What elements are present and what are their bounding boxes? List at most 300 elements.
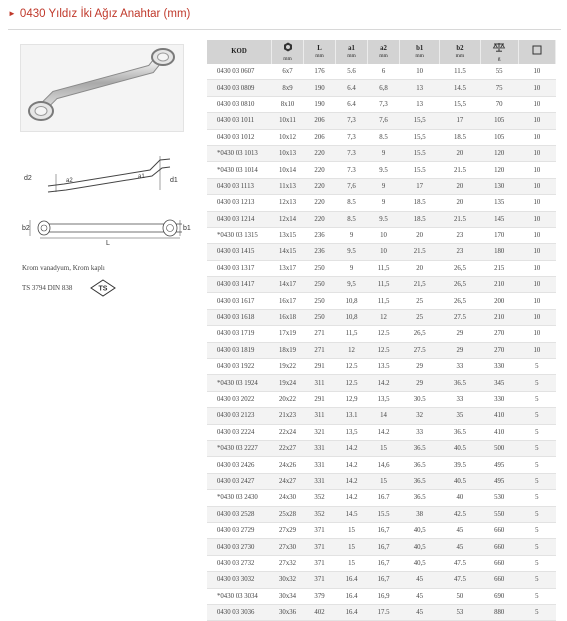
spec-table <box>207 40 556 621</box>
table-cell: 20x22 <box>272 391 304 407</box>
table-cell: 10 <box>518 211 555 227</box>
label-a1: a1 <box>138 174 145 180</box>
table-cell: 220 <box>304 162 336 178</box>
table-cell: 135 <box>480 195 518 211</box>
table-cell: 14.5 <box>336 506 368 522</box>
table-cell: 10 <box>518 162 555 178</box>
table-cell: 13,5 <box>368 391 400 407</box>
product-code-cell: *0430 03 3034 <box>207 588 272 604</box>
tse-logo <box>90 279 116 297</box>
table-cell: 15 <box>336 522 368 538</box>
table-cell: 10 <box>518 80 555 96</box>
table-cell: 27.5 <box>400 342 440 358</box>
table-cell: 38 <box>400 506 440 522</box>
column-header-1 <box>272 40 304 64</box>
table-cell: 5 <box>518 588 555 604</box>
table-cell: 26,5 <box>440 293 480 309</box>
table-cell: 215 <box>480 260 518 276</box>
product-code-cell: 0430 03 1417 <box>207 277 272 293</box>
table-cell: 16,7 <box>368 522 400 538</box>
table-cell: 210 <box>480 277 518 293</box>
table-cell: 29 <box>440 342 480 358</box>
table-cell: 206 <box>304 113 336 129</box>
column-header-6 <box>440 40 480 64</box>
table-row <box>207 277 556 293</box>
table-cell: 23 <box>440 227 480 243</box>
table-cell: 22x27 <box>272 440 304 456</box>
table-cell: 9 <box>368 178 400 194</box>
table-cell: 15.5 <box>400 145 440 161</box>
table-cell: 20 <box>440 145 480 161</box>
label-L: L <box>106 240 110 247</box>
table-cell: 36.5 <box>400 473 440 489</box>
product-code-cell: 0430 03 1213 <box>207 195 272 211</box>
table-cell: 271 <box>304 326 336 342</box>
label-d1: d1 <box>170 177 178 184</box>
weight-scale-icon <box>481 42 518 56</box>
product-code-cell: *0430 03 2430 <box>207 490 272 506</box>
table-cell: 17 <box>440 113 480 129</box>
table-cell: 10 <box>518 195 555 211</box>
page-title <box>8 8 190 20</box>
table-cell: 7.3 <box>336 162 368 178</box>
table-cell: 11x13 <box>272 178 304 194</box>
column-unit: mm <box>315 52 324 59</box>
table-cell: 8.5 <box>336 211 368 227</box>
table-cell: 120 <box>480 145 518 161</box>
table-cell: 10 <box>518 145 555 161</box>
table-cell: 45 <box>400 588 440 604</box>
table-cell: 10x11 <box>272 113 304 129</box>
table-cell: 30.5 <box>400 391 440 407</box>
table-cell: 11.5 <box>440 64 480 80</box>
table-cell: 19x22 <box>272 359 304 375</box>
table-cell: 331 <box>304 473 336 489</box>
table-row <box>207 195 556 211</box>
table-cell: 53 <box>440 604 480 620</box>
table-cell: 10 <box>518 178 555 194</box>
table-cell: 12.5 <box>368 342 400 358</box>
table-cell: 10 <box>518 227 555 243</box>
table-cell: 495 <box>480 457 518 473</box>
table-row <box>207 588 556 604</box>
table-cell: 16,7 <box>368 572 400 588</box>
table-cell: 10 <box>518 260 555 276</box>
table-cell: 45 <box>440 539 480 555</box>
table-cell: 14.2 <box>336 473 368 489</box>
table-cell: 12 <box>336 342 368 358</box>
table-cell: 20 <box>400 260 440 276</box>
table-row <box>207 96 556 112</box>
table-cell: 14 <box>368 408 400 424</box>
table-cell: 660 <box>480 572 518 588</box>
table-cell: 690 <box>480 588 518 604</box>
table-row <box>207 342 556 358</box>
table-cell: 13.5 <box>368 359 400 375</box>
table-cell: 5.6 <box>336 64 368 80</box>
table-cell: 8.5 <box>368 129 400 145</box>
bullet-arrow-icon: ► <box>8 9 16 18</box>
table-row <box>207 260 556 276</box>
label-b1: b1 <box>183 225 191 232</box>
table-cell: 660 <box>480 539 518 555</box>
product-code-cell: 0430 03 3032 <box>207 572 272 588</box>
table-cell: 33 <box>400 424 440 440</box>
table-cell: 250 <box>304 277 336 293</box>
table-cell: 13,5 <box>336 424 368 440</box>
table-cell: 36.5 <box>400 457 440 473</box>
column-label: a2 <box>380 44 387 52</box>
table-cell: 36.5 <box>440 424 480 440</box>
table-cell: 24x26 <box>272 457 304 473</box>
table-cell: 345 <box>480 375 518 391</box>
table-cell: 24x27 <box>272 473 304 489</box>
table-cell: 10 <box>518 342 555 358</box>
table-cell: 105 <box>480 129 518 145</box>
table-cell: 11,5 <box>336 326 368 342</box>
table-cell: 18x19 <box>272 342 304 358</box>
product-code-cell: *0430 03 2227 <box>207 440 272 456</box>
column-unit: g <box>497 55 501 62</box>
table-cell: 11,5 <box>368 277 400 293</box>
table-cell: 27x29 <box>272 522 304 538</box>
product-code-cell: 0430 03 1011 <box>207 113 272 129</box>
table-cell: 311 <box>304 408 336 424</box>
column-header-5 <box>400 40 440 64</box>
table-cell: 16.7 <box>368 490 400 506</box>
table-cell: 190 <box>304 80 336 96</box>
table-cell: 236 <box>304 227 336 243</box>
table-cell: 21.5 <box>440 162 480 178</box>
table-cell: 120 <box>480 162 518 178</box>
product-code-cell: 0430 03 2426 <box>207 457 272 473</box>
table-cell: 18.5 <box>440 129 480 145</box>
table-cell: 21.5 <box>440 211 480 227</box>
table-cell: 18.5 <box>400 211 440 227</box>
table-cell: 29 <box>400 375 440 391</box>
table-cell: 311 <box>304 375 336 391</box>
table-cell: 14.5 <box>440 80 480 96</box>
product-code-cell: 0430 03 1012 <box>207 129 272 145</box>
table-cell: 10 <box>400 64 440 80</box>
table-cell: 180 <box>480 244 518 260</box>
table-cell: 12,9 <box>336 391 368 407</box>
table-cell: 410 <box>480 424 518 440</box>
table-cell: 5 <box>518 539 555 555</box>
table-cell: 7,3 <box>368 96 400 112</box>
table-cell: 10 <box>518 309 555 325</box>
table-row <box>207 64 556 80</box>
table-cell: 352 <box>304 506 336 522</box>
table-cell: 9.5 <box>368 211 400 227</box>
table-cell: 27x30 <box>272 539 304 555</box>
table-cell: 15,5 <box>400 113 440 129</box>
table-cell: 16x18 <box>272 309 304 325</box>
table-cell: 15,5 <box>400 129 440 145</box>
table-cell: 30x32 <box>272 572 304 588</box>
table-cell: 14.2 <box>336 440 368 456</box>
product-code-cell: 0430 03 2123 <box>207 408 272 424</box>
table-cell: 16,9 <box>368 588 400 604</box>
table-cell: 40,5 <box>400 522 440 538</box>
table-cell: 6x7 <box>272 64 304 80</box>
table-cell: 14.2 <box>336 457 368 473</box>
column-header-0 <box>207 40 272 64</box>
product-code-cell: *0430 03 1315 <box>207 227 272 243</box>
table-cell: 40.5 <box>440 473 480 489</box>
product-code-cell: *0430 03 1013 <box>207 145 272 161</box>
table-cell: 14x15 <box>272 244 304 260</box>
table-cell: 14.2 <box>336 490 368 506</box>
table-cell: 14,6 <box>368 457 400 473</box>
table-cell: 12 <box>368 309 400 325</box>
table-cell: 16,7 <box>368 555 400 571</box>
table-cell: 206 <box>304 129 336 145</box>
product-code-cell: 0430 03 1719 <box>207 326 272 342</box>
product-code-cell: 0430 03 1113 <box>207 178 272 194</box>
table-cell: 20 <box>440 178 480 194</box>
label-d2: d2 <box>24 175 32 182</box>
table-cell: 321 <box>304 424 336 440</box>
column-label: L <box>317 44 322 52</box>
table-row <box>207 555 556 571</box>
table-cell: 220 <box>304 145 336 161</box>
table-cell: 32 <box>400 408 440 424</box>
table-cell: 270 <box>480 342 518 358</box>
table-cell: 12x14 <box>272 211 304 227</box>
table-cell: 16.4 <box>336 588 368 604</box>
table-cell: 10 <box>518 293 555 309</box>
table-cell: 270 <box>480 326 518 342</box>
table-cell: 330 <box>480 359 518 375</box>
table-cell: 10 <box>518 326 555 342</box>
table-cell: 11,5 <box>368 260 400 276</box>
table-cell: 5 <box>518 375 555 391</box>
table-cell: 24x30 <box>272 490 304 506</box>
table-cell: 5 <box>518 424 555 440</box>
table-cell: 220 <box>304 211 336 227</box>
table-cell: 15 <box>336 555 368 571</box>
table-cell: 5 <box>518 440 555 456</box>
table-cell: 21x23 <box>272 408 304 424</box>
table-row <box>207 309 556 325</box>
table-cell: 40,5 <box>400 555 440 571</box>
column-label: b1 <box>416 44 424 52</box>
table-cell: 15 <box>368 473 400 489</box>
column-header-7 <box>480 40 518 64</box>
table-cell: 271 <box>304 342 336 358</box>
product-code-cell: 0430 03 1415 <box>207 244 272 260</box>
label-a2: a2 <box>66 178 73 184</box>
table-cell: 5 <box>518 555 555 571</box>
table-cell: 36.5 <box>440 375 480 391</box>
table-cell: 210 <box>480 309 518 325</box>
table-cell: 12.5 <box>336 359 368 375</box>
table-cell: 10x12 <box>272 129 304 145</box>
table-cell: 291 <box>304 359 336 375</box>
column-unit: mm <box>455 52 465 59</box>
table-cell: 25 <box>400 293 440 309</box>
technical-drawing <box>20 146 190 250</box>
table-cell: 47.5 <box>440 555 480 571</box>
table-cell: 402 <box>304 604 336 620</box>
product-code-cell: 0430 03 2427 <box>207 473 272 489</box>
table-cell: 20 <box>440 195 480 211</box>
table-cell: 13x17 <box>272 260 304 276</box>
table-row <box>207 408 556 424</box>
table-row <box>207 227 556 243</box>
table-cell: 10 <box>518 277 555 293</box>
column-unit: mm <box>283 55 292 62</box>
table-cell: 8x9 <box>272 80 304 96</box>
product-code-cell: 0430 03 1214 <box>207 211 272 227</box>
table-cell: 40 <box>440 490 480 506</box>
table-cell: 10 <box>518 244 555 260</box>
table-cell: 550 <box>480 506 518 522</box>
table-cell: 13x15 <box>272 227 304 243</box>
table-row <box>207 604 556 620</box>
table-cell: 7,3 <box>336 113 368 129</box>
hex-nut-icon <box>272 42 303 56</box>
product-code-cell: 0430 03 0607 <box>207 64 272 80</box>
table-cell: 10 <box>368 227 400 243</box>
table-cell: 331 <box>304 457 336 473</box>
table-cell: 5 <box>518 359 555 375</box>
column-unit: mm <box>415 52 424 59</box>
column-unit: mm <box>379 52 388 59</box>
table-cell: 45 <box>400 604 440 620</box>
table-row <box>207 326 556 342</box>
table-cell: 9.5 <box>336 244 368 260</box>
table-cell: 10 <box>518 64 555 80</box>
table-cell: 16.4 <box>336 604 368 620</box>
table-cell: 70 <box>480 96 518 112</box>
table-cell: 200 <box>480 293 518 309</box>
table-cell: 371 <box>304 572 336 588</box>
table-cell: 495 <box>480 473 518 489</box>
table-cell: 145 <box>480 211 518 227</box>
table-cell: 33 <box>440 391 480 407</box>
table-cell: 5 <box>518 457 555 473</box>
column-label: a1 <box>348 44 355 52</box>
product-code-cell: 0430 03 2732 <box>207 555 272 571</box>
table-cell: 9 <box>368 195 400 211</box>
product-code-cell: *0430 03 1924 <box>207 375 272 391</box>
table-cell: 8x10 <box>272 96 304 112</box>
table-cell: 9 <box>368 145 400 161</box>
table-cell: 6 <box>368 64 400 80</box>
table-cell: 5 <box>518 391 555 407</box>
product-code-cell: 0430 03 2730 <box>207 539 272 555</box>
table-cell: 130 <box>480 178 518 194</box>
table-cell: 75 <box>480 80 518 96</box>
table-cell: 22x24 <box>272 424 304 440</box>
table-cell: 352 <box>304 490 336 506</box>
table-cell: 5 <box>518 473 555 489</box>
table-cell: 45 <box>400 572 440 588</box>
table-cell: 14x17 <box>272 277 304 293</box>
table-cell: 9.5 <box>368 162 400 178</box>
table-cell: 10,8 <box>336 293 368 309</box>
table-cell: 27x32 <box>272 555 304 571</box>
column-header-8 <box>518 40 555 64</box>
box-icon <box>519 45 555 59</box>
table-cell: 9 <box>336 227 368 243</box>
table-cell: 16.4 <box>336 572 368 588</box>
table-cell: 660 <box>480 522 518 538</box>
table-cell: 7,3 <box>336 129 368 145</box>
material-text: Krom vanadyum, Krom kaplı <box>22 264 105 272</box>
product-code-cell: 0430 03 1922 <box>207 359 272 375</box>
table-cell: 10,8 <box>336 309 368 325</box>
table-cell: 5 <box>518 490 555 506</box>
table-cell: 17x19 <box>272 326 304 342</box>
table-cell: 13 <box>400 96 440 112</box>
table-cell: 16,7 <box>368 539 400 555</box>
table-row <box>207 178 556 194</box>
table-cell: 250 <box>304 260 336 276</box>
column-header-4 <box>368 40 400 64</box>
title-divider <box>8 29 561 30</box>
table-cell: 18.5 <box>400 195 440 211</box>
product-code-cell: 0430 03 2528 <box>207 506 272 522</box>
column-header-3 <box>336 40 368 64</box>
table-cell: 12.5 <box>336 375 368 391</box>
table-cell: 250 <box>304 309 336 325</box>
table-row <box>207 457 556 473</box>
table-cell: 8.5 <box>336 195 368 211</box>
table-body <box>207 64 556 621</box>
product-code-cell: 0430 03 3036 <box>207 604 272 620</box>
table-cell: 5 <box>518 572 555 588</box>
table-cell: 6,8 <box>368 80 400 96</box>
table-row <box>207 162 556 178</box>
table-cell: 35 <box>440 408 480 424</box>
table-cell: 291 <box>304 391 336 407</box>
table-cell: 10 <box>368 244 400 260</box>
column-header-2 <box>304 40 336 64</box>
table-cell: 55 <box>480 64 518 80</box>
table-row <box>207 375 556 391</box>
table-cell: 15 <box>368 440 400 456</box>
table-cell: 10 <box>518 113 555 129</box>
table-row <box>207 391 556 407</box>
product-code-cell: 0430 03 2022 <box>207 391 272 407</box>
table-row <box>207 522 556 538</box>
table-cell: 12x13 <box>272 195 304 211</box>
table-row <box>207 359 556 375</box>
table-cell: 14.2 <box>368 424 400 440</box>
table-cell: 30x36 <box>272 604 304 620</box>
table-cell: 371 <box>304 539 336 555</box>
table-cell: 880 <box>480 604 518 620</box>
table-row <box>207 424 556 440</box>
table-row <box>207 80 556 96</box>
table-cell: 30x34 <box>272 588 304 604</box>
table-cell: 331 <box>304 440 336 456</box>
product-code-cell: 0430 03 0810 <box>207 96 272 112</box>
table-cell: 13 <box>400 80 440 96</box>
product-code-cell: 0430 03 1617 <box>207 293 272 309</box>
table-cell: 45 <box>440 522 480 538</box>
table-cell: 10x13 <box>272 145 304 161</box>
table-cell: 7.3 <box>336 145 368 161</box>
table-cell: 105 <box>480 113 518 129</box>
table-cell: 220 <box>304 195 336 211</box>
table-row <box>207 113 556 129</box>
table-header-row <box>207 40 556 64</box>
table-cell: 19x24 <box>272 375 304 391</box>
